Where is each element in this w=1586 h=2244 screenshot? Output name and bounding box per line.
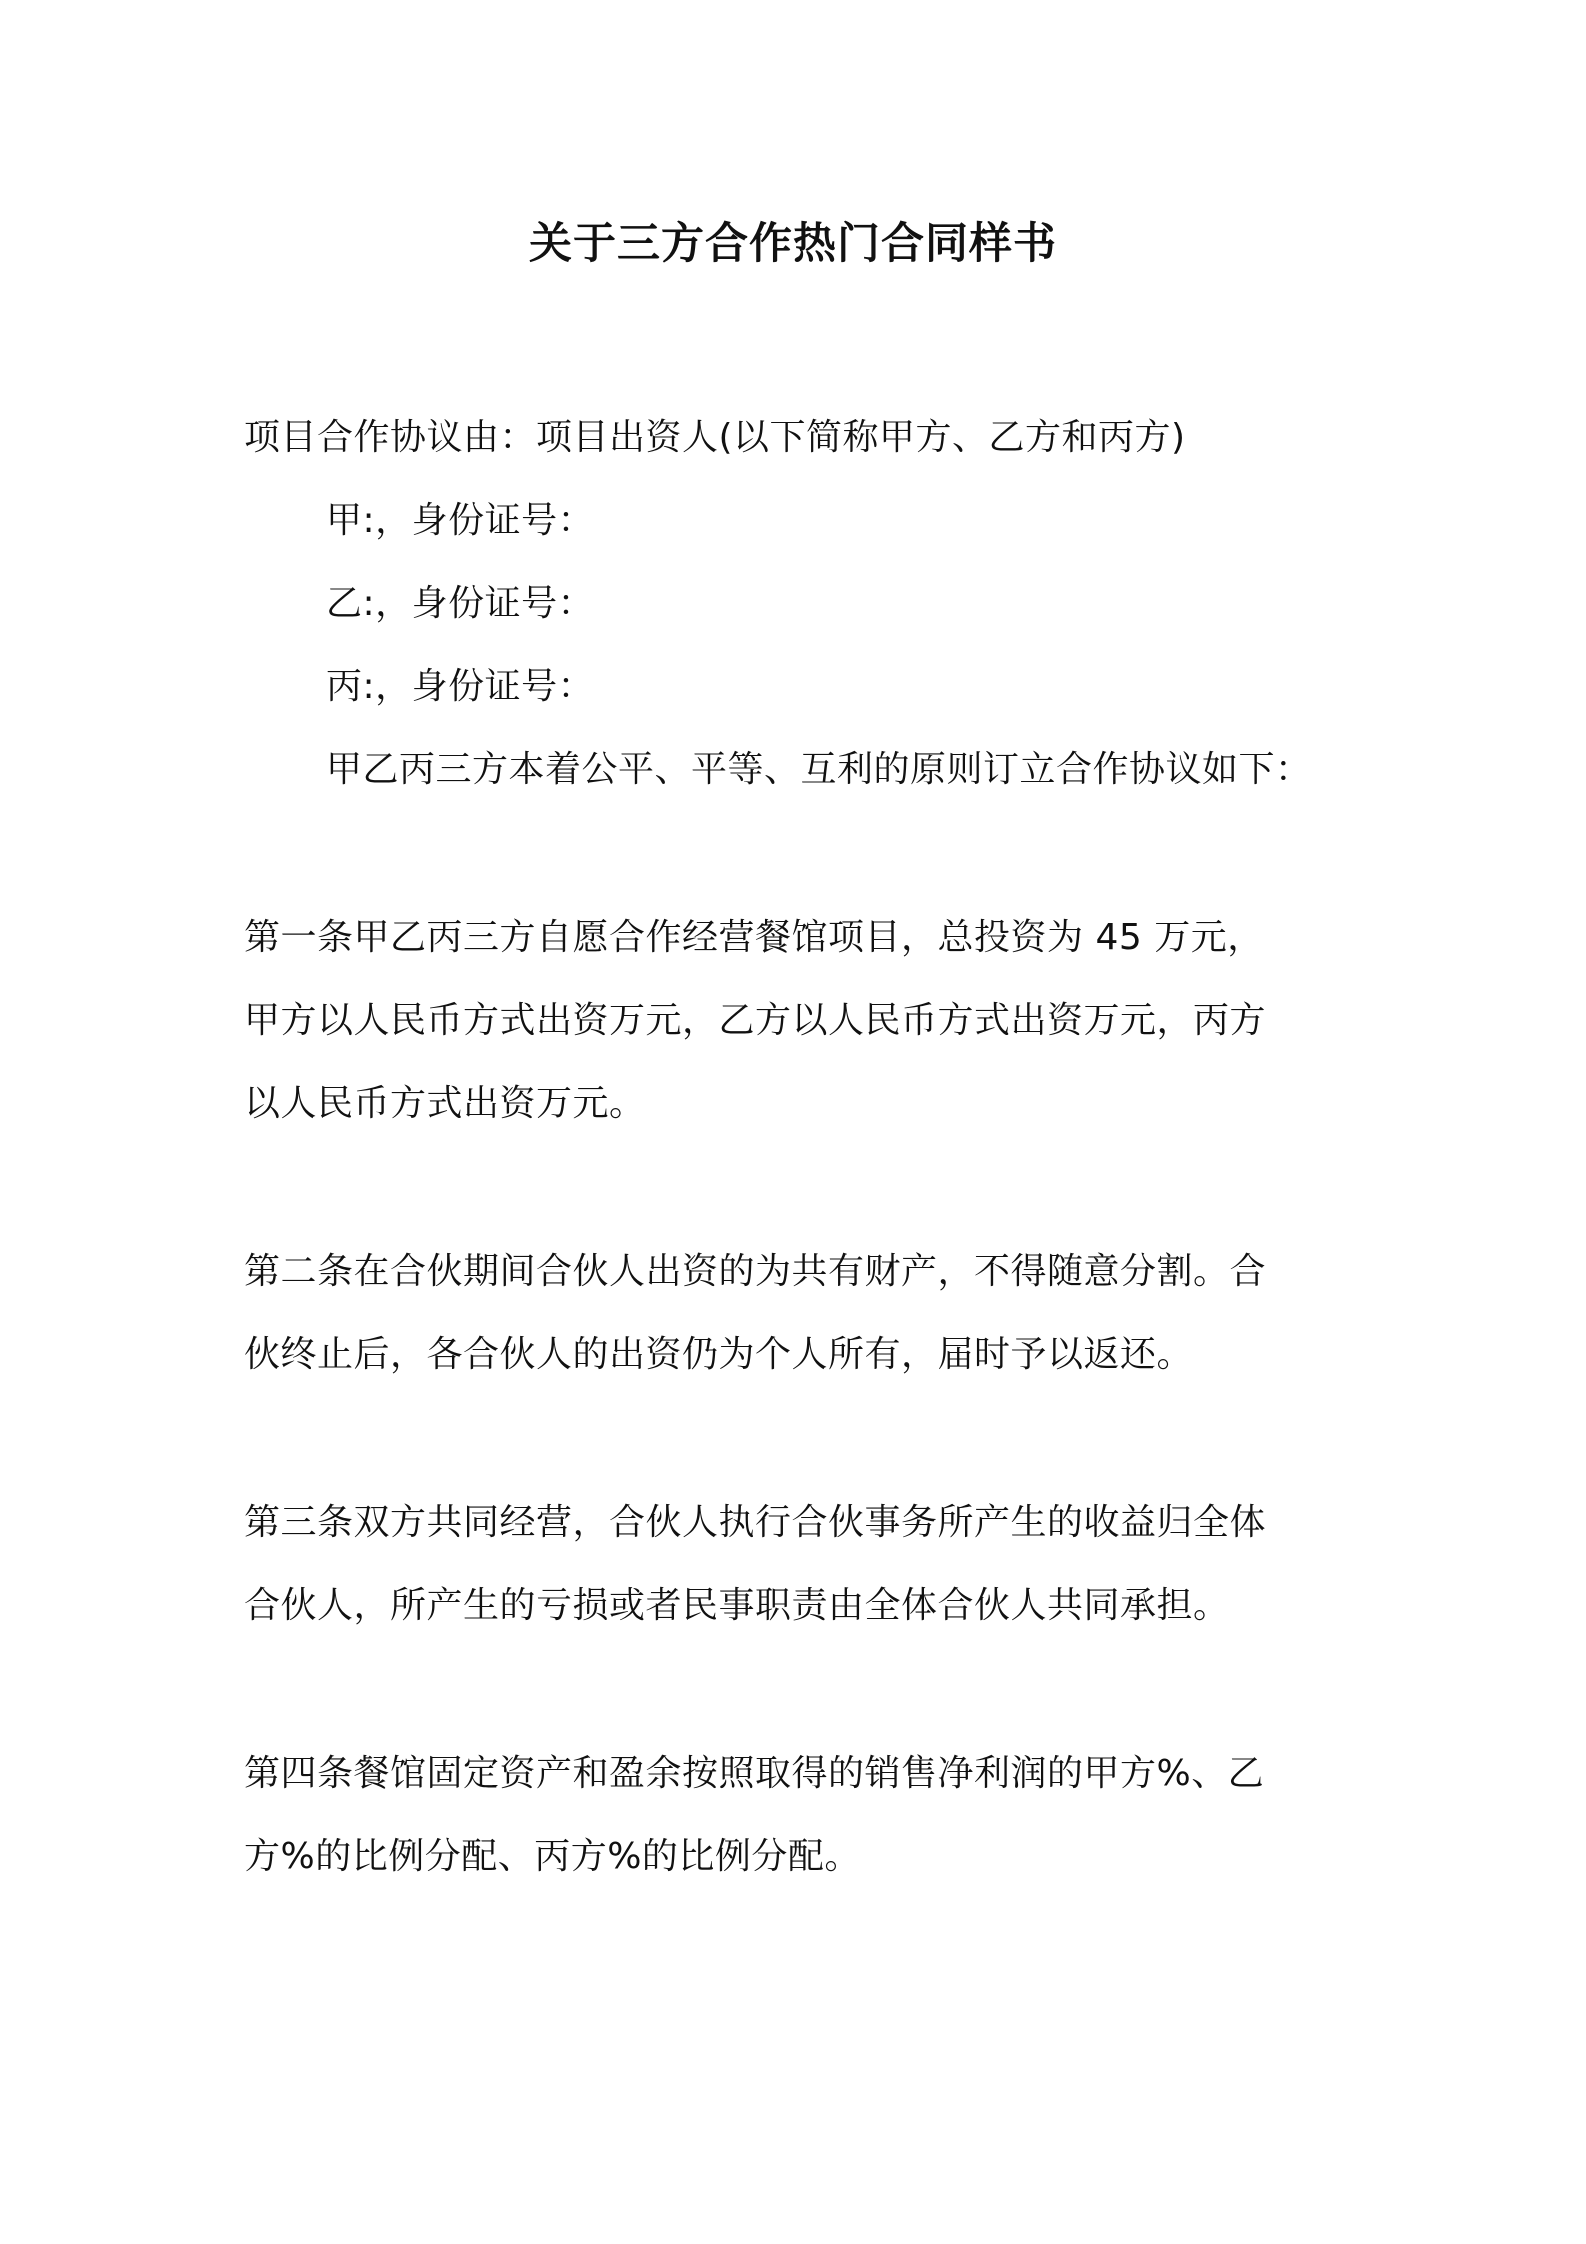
party-a-line: 甲:，身份证号： [326,500,595,541]
article-3-line-1: 第三条双方共同经营，合伙人执行合伙事务所产生的收益归全体 [244,1502,1267,1543]
party-b-line: 乙:，身份证号： [326,583,595,624]
intro-line: 项目合作协议由：项目出资人(以下简称甲方、乙方和丙方) [244,417,1186,458]
article-1-line-2: 甲方以人民币方式出资万元，乙方以人民币方式出资万元，丙方 [244,1000,1267,1041]
article-2-line-2: 伙终止后，各合伙人的出资仍为个人所有，届时予以返还。 [244,1334,1194,1375]
article-1-line-3: 以人民币方式出资万元。 [244,1083,646,1124]
article-1-line-1: 第一条甲乙丙三方自愿合作经营餐馆项目，总投资为 45 万元， [244,917,1264,958]
article-4-line-1: 第四条餐馆固定资产和盈余按照取得的销售净利润的甲方%、乙 [244,1753,1265,1794]
principle-line: 甲乙丙三方本着公平、平等、互利的原则订立合作协议如下： [326,749,1312,790]
document-title: 关于三方合作热门合同样书 [529,219,1057,269]
article-2-line-1: 第二条在合伙期间合伙人出资的为共有财产，不得随意分割。合 [244,1251,1267,1292]
article-3-line-2: 合伙人，所产生的亏损或者民事职责由全体合伙人共同承担。 [244,1585,1230,1626]
article-4-line-2: 方%的比例分配、丙方%的比例分配。 [244,1836,861,1877]
party-c-line: 丙:，身份证号： [326,666,595,707]
